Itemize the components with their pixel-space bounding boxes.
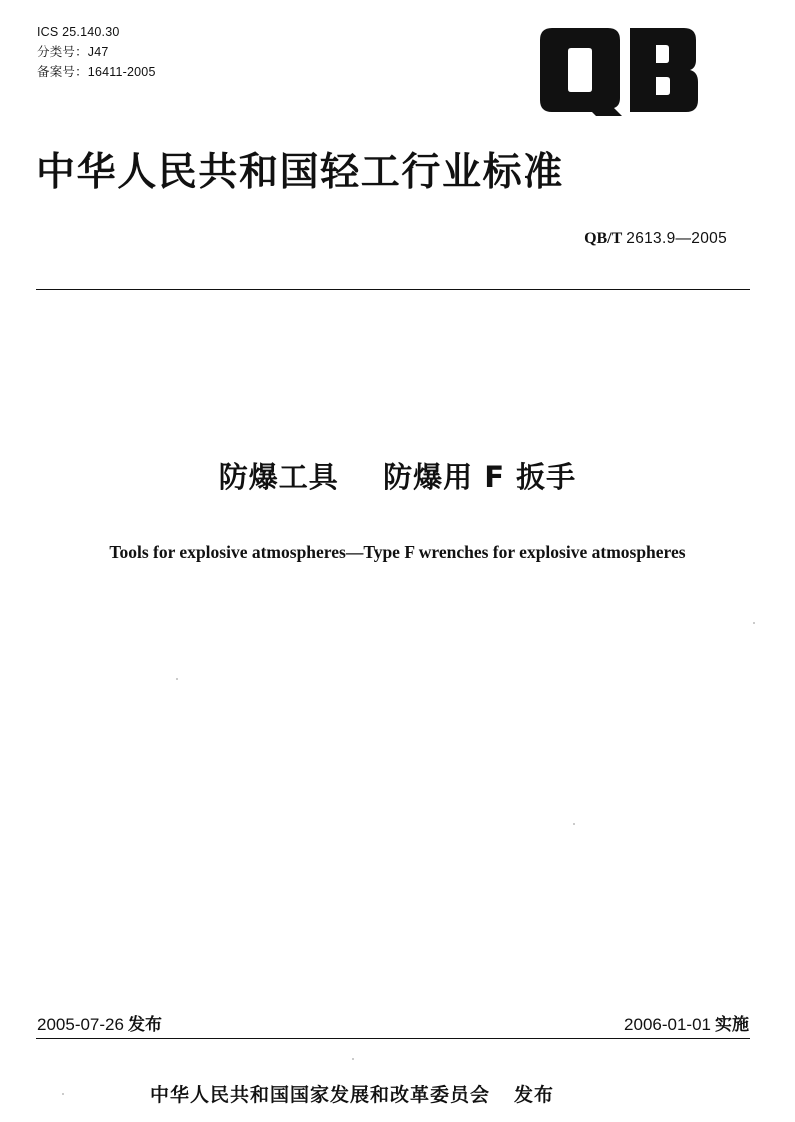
record-number: 备案号：16411-2005 bbox=[37, 65, 156, 79]
scan-speck bbox=[62, 1093, 64, 1095]
standard-code-prefix: QB/T bbox=[584, 230, 623, 247]
standard-code-number: 2613.9—2005 bbox=[626, 230, 727, 247]
implementation-date: 2006-01-01 bbox=[624, 1015, 711, 1034]
logo-letter-q bbox=[540, 28, 622, 116]
document-title-cn: 防爆工具 防爆用 F 扳手 bbox=[218, 460, 577, 494]
top-divider bbox=[36, 289, 750, 290]
implementation-date-line bbox=[624, 1010, 749, 1035]
header-metadata bbox=[37, 22, 156, 82]
implementation-label: 实施 bbox=[715, 1015, 749, 1035]
issuer-action: 发布 bbox=[514, 1084, 555, 1106]
scan-speck bbox=[176, 678, 178, 680]
standard-code bbox=[584, 230, 727, 248]
logo-letter-b bbox=[630, 28, 698, 112]
qb-logo bbox=[538, 28, 700, 116]
ics-code: ICS 25.140.30 bbox=[37, 25, 120, 39]
issue-label: 发布 bbox=[127, 1015, 162, 1035]
scan-speck bbox=[352, 1058, 354, 1060]
bottom-divider bbox=[36, 1038, 750, 1039]
issuer-name: 中华人民共和国国家发展和改革委员会 bbox=[150, 1084, 491, 1106]
scan-speck bbox=[573, 823, 575, 825]
document-title-en: Tools for explosive atmospheres—Type F wrenches for explosive atmospheres bbox=[109, 542, 686, 562]
issue-date-line bbox=[37, 1010, 162, 1035]
classification-number: 分类号：J47 bbox=[37, 45, 109, 59]
issue-date: 2005-07-26 bbox=[37, 1015, 124, 1034]
standard-category-title: 中华人民共和国轻工行业标准 bbox=[36, 150, 564, 195]
issuing-authority bbox=[150, 1080, 554, 1107]
scan-speck bbox=[753, 622, 755, 624]
